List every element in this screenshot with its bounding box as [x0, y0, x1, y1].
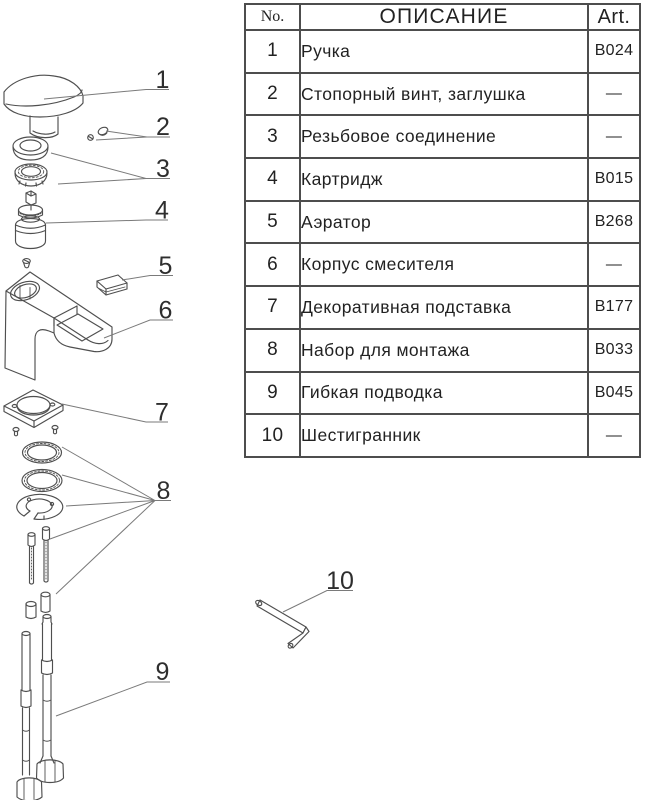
- table-row: [245, 158, 640, 201]
- row-number-cell: 8: [245, 329, 300, 372]
- part-label-9: 9: [155, 658, 170, 686]
- part-label-5: 5: [158, 252, 173, 280]
- part-3-threaded-rings-drawing: [13, 137, 48, 186]
- row-number-cell: 4: [245, 158, 300, 201]
- table-row: [245, 115, 640, 158]
- row-number-cell: 1: [245, 30, 300, 73]
- table-row: [245, 201, 640, 244]
- part-7-base-plate-drawing: [4, 390, 63, 428]
- row-number-cell: 10: [245, 414, 300, 457]
- table-row: [245, 329, 640, 372]
- table-row: [245, 286, 640, 329]
- row-number-cell: 2: [245, 73, 300, 116]
- row-number-cell: 6: [245, 243, 300, 286]
- part-label-2: 2: [156, 113, 170, 141]
- row-number-cell: 7: [245, 286, 300, 329]
- part-label-6: 6: [158, 296, 173, 325]
- row-description-cell: Гибкая подводка: [300, 372, 588, 415]
- row-art-cell: —: [588, 73, 640, 116]
- row-description-cell: Стопорный винт, заглушка: [300, 73, 588, 116]
- row-number-cell: 5: [245, 201, 300, 244]
- part-label-8: 8: [156, 477, 171, 505]
- part-2-screw-plug-drawing: [88, 126, 109, 140]
- row-art-cell: —: [588, 243, 640, 286]
- row-description-cell: Набор для монтажа: [300, 329, 588, 372]
- row-art-cell: B045: [588, 372, 640, 415]
- part-4-cartridge-drawing: [16, 191, 46, 249]
- row-art-cell: B024: [588, 30, 640, 73]
- parts-table: [244, 3, 641, 458]
- row-description-cell: Декоративная подставка: [300, 286, 588, 329]
- row-description-cell: Аэратор: [300, 201, 588, 244]
- row-art-cell: B268: [588, 201, 640, 244]
- part-label-3: 3: [156, 155, 170, 183]
- row-number-cell: 3: [245, 115, 300, 158]
- row-art-cell: B015: [588, 158, 640, 201]
- header-no: No.: [245, 4, 300, 30]
- header-art: Art.: [588, 4, 640, 30]
- part-8-mounting-kit-drawing: [13, 426, 63, 619]
- row-art-cell: B033: [588, 329, 640, 372]
- row-number-cell: 9: [245, 372, 300, 415]
- table-row: [245, 73, 640, 116]
- part-5-aerator-drawing: [97, 275, 127, 295]
- row-description-cell: Шестигранник: [300, 414, 588, 457]
- table-row: [245, 372, 640, 415]
- part-10-hex-key-drawing: [255, 599, 309, 649]
- row-art-cell: —: [588, 115, 640, 158]
- header-description: ОПИСАНИЕ: [300, 4, 588, 30]
- row-description-cell: Корпус смесителя: [300, 243, 588, 286]
- table-row: [245, 30, 640, 73]
- row-art-cell: —: [588, 414, 640, 457]
- part-label-1: 1: [155, 66, 170, 94]
- part-6-body-drawing: [5, 272, 112, 380]
- table-row: [245, 243, 640, 286]
- row-description-cell: Картридж: [300, 158, 588, 201]
- set-screw-drawing: [23, 259, 31, 268]
- row-description-cell: Ручка: [300, 30, 588, 73]
- row-description-cell: Резьбовое соединение: [300, 115, 588, 158]
- part-9-hoses-drawing: [17, 615, 64, 800]
- part-label-7: 7: [155, 398, 169, 427]
- table-header-row: [245, 4, 640, 30]
- part-label-10: 10: [326, 567, 354, 595]
- part-1-handle-drawing: [4, 75, 83, 137]
- part-label-4: 4: [155, 196, 169, 225]
- table-row: [245, 414, 640, 457]
- row-art-cell: B177: [588, 286, 640, 329]
